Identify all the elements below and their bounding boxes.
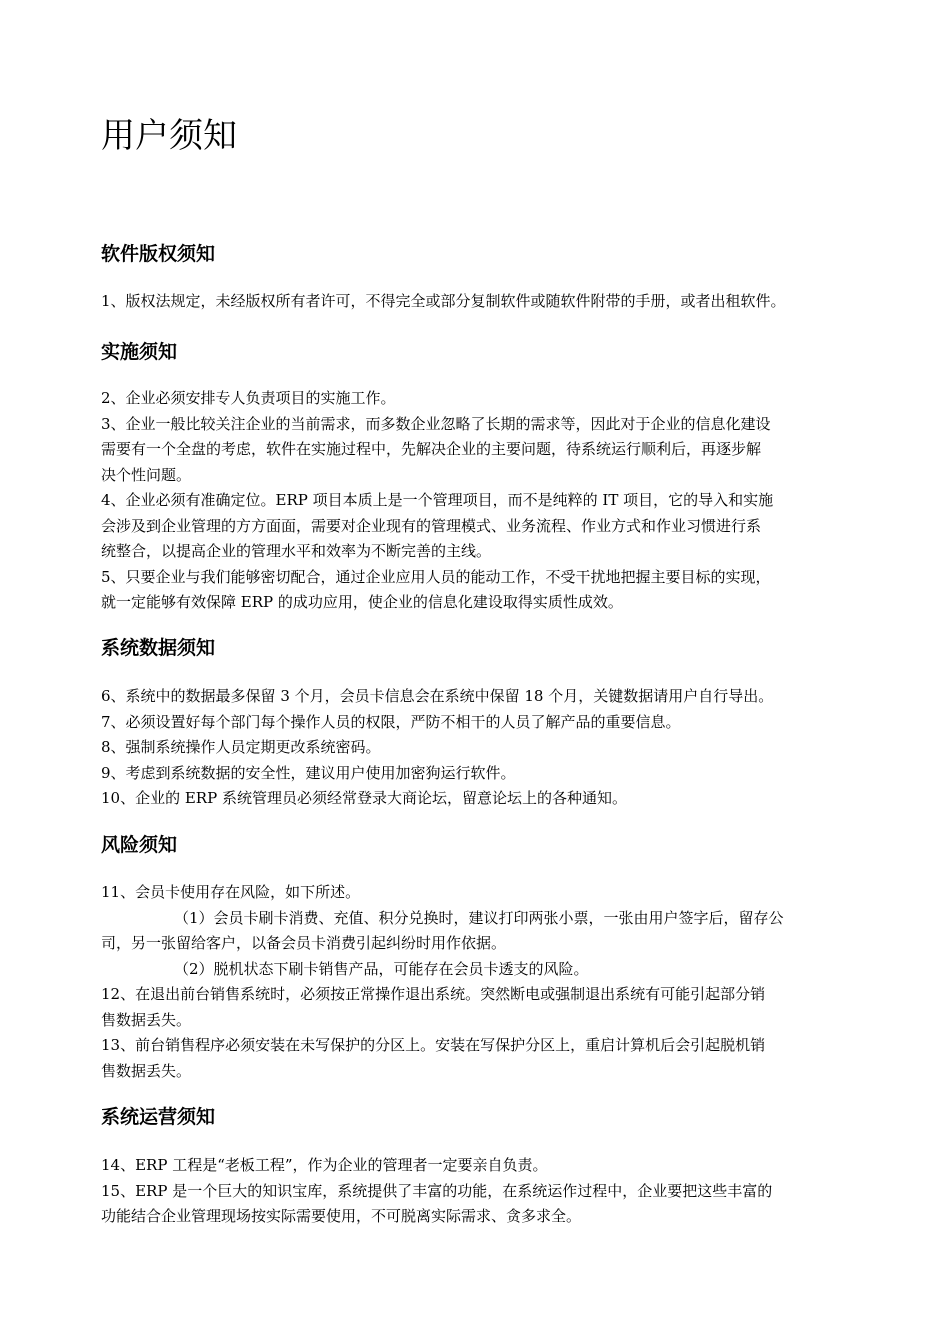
paragraph-line: 4、企业必须有准确定位。ERP 项目本质上是一个管理项目，而不是纯粹的 IT 项目，它的导入和实施 <box>101 491 774 509</box>
section-body-system-data <box>101 684 853 812</box>
section-body-operations <box>101 1153 853 1230</box>
paragraph-line: 3、企业一般比较关注企业的当前需求，而多数企业忽略了长期的需求等，因此对于企业的信息化建设 <box>101 414 771 433</box>
paragraph-line: 8、强制系统操作人员定期更改系统密码。 <box>101 738 381 756</box>
paragraph-line: 司，另一张留给客户，以备会员卡消费引起纠纷时用作依据。 <box>101 934 507 952</box>
paragraph-line: 需要有一个全盘的考虑，软件在实施过程中，先解决企业的主要问题，待系统运行顺利后，再逐步解 <box>101 440 762 458</box>
section-body-copyright <box>101 289 853 315</box>
section-body-implementation <box>101 386 853 616</box>
paragraph-line: 10、企业的 ERP 系统管理员必须经常登录大商论坛，留意论坛上的各种通知。 <box>101 789 627 807</box>
paragraph-line: 功能结合企业管理现场按实际需要使用，不可脱离实际需求、贪多求全。 <box>101 1207 582 1225</box>
paragraph-line: 13、前台销售程序必须安装在未写保护的分区上。安装在写保护分区上，重启计算机后会引起脱机销 <box>101 1036 766 1054</box>
paragraph-line: 统整合，以提高企业的管理水平和效率为不断完善的主线。 <box>101 542 492 560</box>
paragraph-line: 2、企业必须安排专人负责项目的实施工作。 <box>101 389 396 407</box>
page-title: 用户须知 <box>101 116 237 156</box>
paragraph-line: 5、只要企业与我们能够密切配合，通过企业应用人员的能动工作，不受干扰地把握主要目标的实现， <box>101 567 771 586</box>
paragraph-line: 售数据丢失。 <box>101 1061 192 1080</box>
paragraph-line: （1）会员卡刷卡消费、充值、积分兑换时，建议打印两张小票，一张由用户签字后，留存公 <box>174 908 784 927</box>
paragraph-line: 11、会员卡使用存在风险，如下所述。 <box>101 883 361 901</box>
section-body-risk <box>101 880 853 1084</box>
paragraph-line: 14、ERP 工程是“老板工程”，作为企业的管理者一定要亲自负责。 <box>101 1156 548 1174</box>
paragraph-line: 7、必须设置好每个部门每个操作人员的权限，严防不相干的人员了解产品的重要信息。 <box>101 712 681 731</box>
paragraph-line: （2）脱机状态下刷卡销售产品，可能存在会员卡透支的风险。 <box>174 959 589 978</box>
paragraph-line: 1、版权法规定，未经版权所有者许可，不得完全或部分复制软件或随软件附带的手册，或者出租软件。 <box>101 292 786 310</box>
paragraph-line: 12、在退出前台销售系统时，必须按正常操作退出系统。突然断电或强制退出系统有可能引起部分销 <box>101 985 766 1003</box>
section-heading-copyright: 软件版权须知 <box>101 243 216 265</box>
paragraph-line: 15、ERP 是一个巨大的知识宝库，系统提供了丰富的功能，在系统运作过程中，企业要把这些丰富的 <box>101 1181 773 1200</box>
paragraph-line: 6、系统中的数据最多保留 3 个月，会员卡信息会在系统中保留 18 个月，关键数据请用户自行导出。 <box>101 687 774 705</box>
paragraph-line: 就一定能够有效保障 ERP 的成功应用，使企业的信息化建设取得实质性成效。 <box>101 593 623 611</box>
paragraph-line: 会涉及到企业管理的方方面面，需要对企业现有的管理模式、业务流程、作业方式和作业习惯进行系 <box>101 516 762 535</box>
paragraph-line: 决个性问题。 <box>101 465 192 484</box>
paragraph-line: 9、考虑到系统数据的安全性，建议用户使用加密狗运行软件。 <box>101 763 516 782</box>
section-heading-risk: 风险须知 <box>101 834 178 856</box>
section-heading-system-data: 系统数据须知 <box>101 637 216 659</box>
paragraph-line: 售数据丢失。 <box>101 1010 192 1029</box>
section-heading-implementation: 实施须知 <box>101 341 178 363</box>
section-heading-operations: 系统运营须知 <box>101 1106 216 1128</box>
